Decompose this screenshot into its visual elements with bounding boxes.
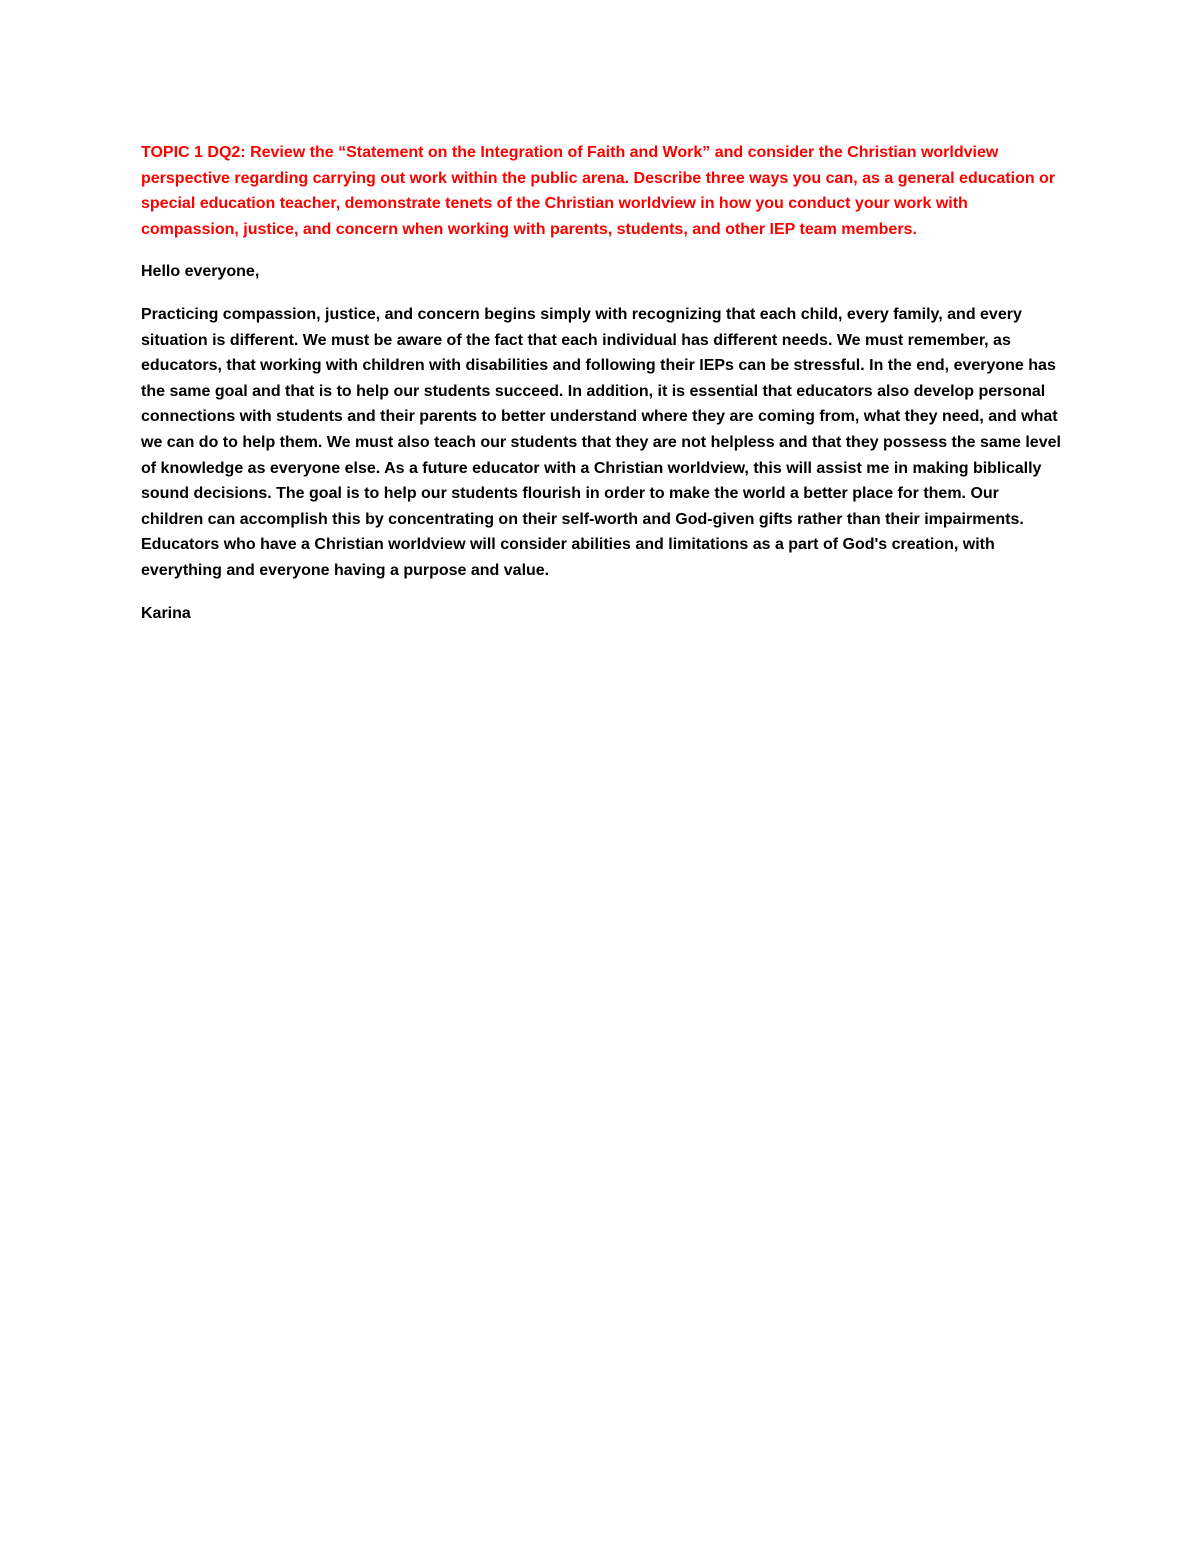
document-content xyxy=(141,140,1061,626)
response-paragraph: Practicing compassion, justice, and concern begins simply with recognizing that each child, every family, and every situation is different. We must be aware of the fact that each individual has different needs. We must remember, as educators, that working with children with disabilities and following their IEPs can be stressful. In the end, everyone has the same goal and that is to help our students succeed. In addition, it is essential that educators also develop personal connections with students and their parents to better understand where they are coming from, what they need, and what we can do to help them. We must also teach our students that they are not helpless and that they possess the same level of knowledge as everyone else. As a future educator with a Christian worldview, this will assist me in making biblically sound decisions. The goal is to help our students flourish in order to make the world a better place for them. Our children can accomplish this by concentrating on their self-worth and God-given gifts rather than their impairments. Educators who have a Christian worldview will consider abilities and limitations as a part of God's creation, with everything and everyone having a purpose and value. xyxy=(141,305,1061,579)
prompt-question: Review the “Statement on the Integration of Faith and Work” and consider the Christian worldview perspective regarding carrying out work within the public arena. Describe three ways you can, as a general education or special education teacher, demonstrate tenets of the Christian worldview in how you conduct your work with compassion, justice, and concern when working with parents, students, and other IEP team members. xyxy=(141,144,1056,238)
signature: Karina xyxy=(141,604,191,622)
greeting: Hello everyone, xyxy=(141,263,260,281)
discussion-prompt xyxy=(141,140,1061,242)
topic-label: TOPIC 1 DQ2: xyxy=(141,144,246,161)
